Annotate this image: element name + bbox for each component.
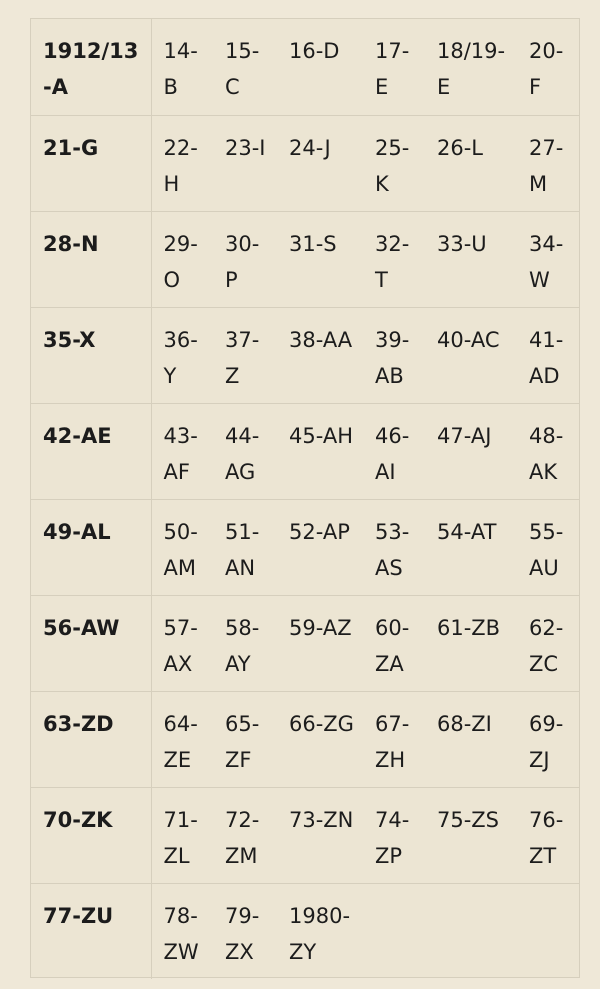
table-cell: 74-ZP	[363, 787, 425, 883]
table-row	[31, 595, 579, 691]
table-row	[31, 307, 579, 403]
row-header-cell: 35-X	[31, 307, 151, 403]
table-cell: 46-AI	[363, 403, 425, 499]
table-cell: 44-AG	[213, 403, 277, 499]
row-header-cell: 42-AE	[31, 403, 151, 499]
row-header-cell: 70-ZK	[31, 787, 151, 883]
table-cell: 43-AF	[151, 403, 213, 499]
table-cell: 31-S	[277, 211, 363, 307]
table-cell: 14-B	[151, 19, 213, 115]
table-row	[31, 883, 579, 979]
table-cell: 41-AD	[517, 307, 579, 403]
table-cell: 55-AU	[517, 499, 579, 595]
table-cell: 62-ZC	[517, 595, 579, 691]
table-cell: 1980-ZY	[289, 903, 351, 964]
row-header-cell: 49-AL	[31, 499, 151, 595]
table-cell: 68-ZI	[425, 691, 517, 787]
table-cell: 32-T	[363, 211, 425, 307]
table-cell: 72-ZM	[213, 787, 277, 883]
table-cell: 37-Z	[213, 307, 277, 403]
table-cell: 38-AA	[277, 307, 363, 403]
table-row	[31, 211, 579, 307]
table-row	[31, 499, 579, 595]
table-cell: 33-U	[425, 211, 517, 307]
table-cell	[363, 883, 425, 979]
row-header-cell: 77-ZU	[31, 883, 151, 979]
row-header-cell: 1912/13-A	[31, 19, 151, 115]
table-cell: 51-AN	[213, 499, 277, 595]
table-cell: 36-Y	[151, 307, 213, 403]
table-row	[31, 115, 579, 211]
table-cell: 48-AK	[517, 403, 579, 499]
row-header-cell: 63-ZD	[31, 691, 151, 787]
table-cell: 30-P	[213, 211, 277, 307]
table-cell: 40-AC	[425, 307, 517, 403]
row-header-cell: 28-N	[31, 211, 151, 307]
table-cell: 29-O	[151, 211, 213, 307]
table-cell: 15-C	[213, 19, 277, 115]
table-cell: 69-ZJ	[517, 691, 579, 787]
table-cell: 26-L	[425, 115, 517, 211]
table-cell: 50-AM	[151, 499, 213, 595]
table-cell: 34-W	[517, 211, 579, 307]
year-code-table-frame	[30, 18, 580, 978]
table-cell: 25-K	[363, 115, 425, 211]
table-cell: 78-ZW	[163, 903, 199, 964]
row-header-cell: 56-AW	[31, 595, 151, 691]
table-cell: 59-AZ	[277, 595, 363, 691]
table-cell: 18/19-E	[425, 19, 517, 115]
table-cell: 57-AX	[151, 595, 213, 691]
table-cell: 24-J	[277, 115, 363, 211]
table-cell: 64-ZE	[151, 691, 213, 787]
table-cell: 52-AP	[277, 499, 363, 595]
table-cell: 16-D	[277, 19, 363, 115]
table-cell: 73-ZN	[277, 787, 363, 883]
table-cell: 60-ZA	[363, 595, 425, 691]
table-cell	[517, 883, 579, 979]
table-cell: 79-ZX	[225, 903, 260, 964]
table-row	[31, 787, 579, 883]
row-header-cell: 21-G	[31, 115, 151, 211]
table-cell: 54-AT	[425, 499, 517, 595]
table-cell: 23-I	[213, 115, 277, 211]
table-cell: 61-ZB	[425, 595, 517, 691]
table-cell: 67-ZH	[363, 691, 425, 787]
table-cell: 75-ZS	[425, 787, 517, 883]
table-cell	[425, 883, 517, 979]
table-cell: 39-AB	[363, 307, 425, 403]
table-cell: 65-ZF	[213, 691, 277, 787]
table-cell: 71-ZL	[151, 787, 213, 883]
table-cell: 22-H	[151, 115, 213, 211]
table-cell: 20-F	[517, 19, 579, 115]
table-cell: 27-M	[517, 115, 579, 211]
table-cell: 58-AY	[213, 595, 277, 691]
year-code-table	[31, 19, 579, 979]
table-cell: 66-ZG	[277, 691, 363, 787]
table-cell: 53-AS	[363, 499, 425, 595]
table-cell: 47-AJ	[425, 403, 517, 499]
table-cell: 45-AH	[277, 403, 363, 499]
table-cell: 17-E	[363, 19, 425, 115]
table-row	[31, 19, 579, 115]
table-row	[31, 403, 579, 499]
table-row	[31, 691, 579, 787]
table-cell: 76-ZT	[517, 787, 579, 883]
